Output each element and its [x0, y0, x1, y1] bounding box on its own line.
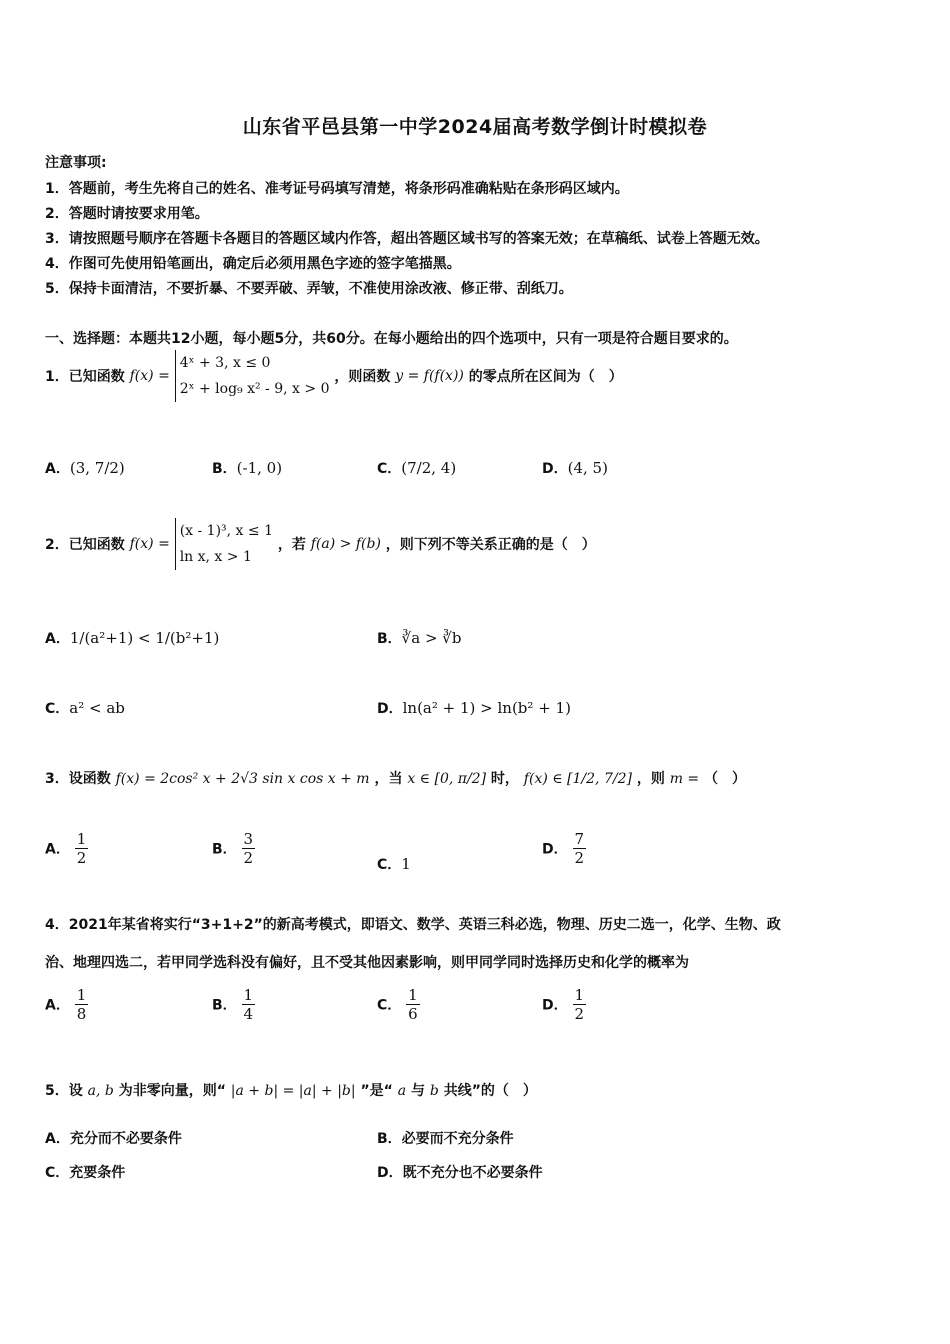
q3-m: m =	[669, 771, 700, 787]
q5-vars: a, b	[87, 1083, 114, 1099]
q1-fx: f(x) =	[129, 368, 170, 384]
q5-suffix: 共线”的（ ）	[443, 1083, 537, 1099]
q3-option-b[interactable]: B． $\frac{3}{2}$	[212, 830, 254, 867]
q5-option-c[interactable]: C．充要条件	[45, 1165, 126, 1181]
q1-case-2: 2ˣ + log₉ x² - 9, x > 0	[179, 381, 330, 397]
q4-option-b-fraction: $\frac{1}{4}$	[243, 986, 254, 1023]
q3-mid-2: 时，	[490, 771, 519, 787]
q2-suffix: ，则下列不等关系正确的是（ ）	[385, 537, 596, 553]
q5-mid-2: ”是“	[360, 1083, 393, 1099]
q5-b: b	[429, 1083, 439, 1099]
q4-option-a[interactable]: A． $\frac{1}{8}$	[45, 986, 87, 1023]
notice-item-5: 5．保持卡面清洁，不要折暴、不要弄破、弄皱，不准使用涂改液、修正带、刮纸刀。	[45, 281, 573, 297]
q5-prefix: 5．设	[45, 1083, 83, 1099]
q3-option-c[interactable]: C．1	[377, 855, 411, 873]
q1-mid: ，则函数	[334, 369, 391, 385]
q3-domain: x ∈ [0, π/2]	[407, 771, 487, 787]
q3-range: f(x) ∈ [1/2, 7/2]	[523, 771, 632, 787]
q2-option-d[interactable]: D．ln(a² + 1) > ln(b² + 1)	[377, 699, 571, 717]
notice-item-4: 4．作图可先使用铅笔画出，确定后必须用黑色字迹的签字笔描黑。	[45, 256, 461, 272]
q5-option-b[interactable]: B．必要而不充分条件	[377, 1131, 514, 1147]
q4-option-c-fraction: $\frac{1}{6}$	[408, 986, 418, 1023]
q1-case-1: 4ˣ + 3, x ≤ 0	[179, 355, 271, 371]
q1-suffix: 的零点所在区间为（ ）	[468, 369, 623, 385]
q2-fx: f(x) =	[129, 536, 170, 552]
question-5	[45, 1080, 537, 1100]
q3-mid-1: ，当	[374, 771, 403, 787]
q3-suffix: （ ）	[704, 771, 747, 787]
q3-option-d-fraction: $\frac{7}{2}$	[574, 830, 585, 867]
notice-heading: 注意事项:	[45, 155, 107, 171]
q2-option-b[interactable]: B．∛a > ∛b	[377, 629, 462, 647]
q4-option-d[interactable]: D． $\frac{1}{2}$	[542, 986, 585, 1023]
q5-option-a[interactable]: A．充分而不必要条件	[45, 1131, 182, 1147]
question-1	[45, 350, 623, 402]
question-2	[45, 518, 596, 570]
q1-option-d[interactable]: D．(4, 5)	[542, 459, 608, 477]
q4-option-b[interactable]: B． $\frac{1}{4}$	[212, 986, 254, 1023]
q2-case-1: (x - 1)³, x ≤ 1	[179, 523, 273, 539]
q2-case-2: ln x, x > 1	[179, 549, 252, 565]
q5-expr: |a + b| = |a| + |b|	[230, 1083, 356, 1099]
q4-option-a-fraction: $\frac{1}{8}$	[76, 986, 87, 1023]
q2-cond: f(a) > f(b)	[310, 536, 381, 552]
q1-prefix: 1．已知函数	[45, 369, 125, 385]
question-3	[45, 768, 746, 788]
section-heading: 一、选择题：本题共12小题，每小题5分，共60分。在每小题给出的四个选项中，只有一项是符合题目要求的。	[45, 331, 738, 347]
q4-option-c[interactable]: C． $\frac{1}{6}$	[377, 986, 418, 1023]
q3-fx: f(x) = 2cos² x + 2√3 sin x cos x + m	[115, 771, 370, 787]
notice-item-1: 1．答题前，考生先将自己的姓名、准考证号码填写清楚，将条形码准确粘贴在条形码区域内。	[45, 181, 629, 197]
q1-piecewise	[175, 350, 330, 402]
q1-option-c[interactable]: C．(7/2, 4)	[377, 459, 457, 477]
q3-option-a-fraction: $\frac{1}{2}$	[76, 830, 87, 867]
q5-option-d[interactable]: D．既不充分也不必要条件	[377, 1165, 543, 1181]
q5-a: a	[397, 1083, 407, 1099]
q2-piecewise	[175, 518, 273, 570]
notice-item-3: 3．请按照题号顺序在答题卡各题目的答题区域内作答，超出答题区域书写的答案无效；在草稿纸、试卷上答题无效。	[45, 231, 769, 247]
q2-option-c[interactable]: C．a² < ab	[45, 699, 125, 717]
q4-option-d-fraction: $\frac{1}{2}$	[574, 986, 585, 1023]
q2-mid: ，若	[277, 537, 306, 553]
q1-expr: y = f(f(x))	[395, 368, 464, 384]
q3-mid-3: ，则	[636, 771, 665, 787]
q3-option-a[interactable]: A． $\frac{1}{2}$	[45, 830, 87, 867]
q3-option-d[interactable]: D． $\frac{7}{2}$	[542, 830, 585, 867]
q1-option-b[interactable]: B．(-1, 0)	[212, 459, 283, 477]
q3-prefix: 3．设函数	[45, 771, 111, 787]
question-4-line-2: 治、地理四选二，若甲同学选科没有偏好，且不受其他因素影响，则甲同学同时选择历史和化学的概率为	[45, 955, 689, 971]
q5-mid-3: 与	[411, 1083, 425, 1099]
q1-option-a[interactable]: A．(3, 7/2)	[45, 459, 125, 477]
q5-mid-1: 为非零向量，则“	[118, 1083, 226, 1099]
q3-option-b-fraction: $\frac{3}{2}$	[243, 830, 254, 867]
page-title: 山东省平邑县第一中学2024届高考数学倒计时模拟卷	[242, 116, 708, 138]
question-4-line-1: 4．2021年某省将实行“3+1+2”的新高考模式，即语文、数学、英语三科必选，物理、历史二选一，化学、生物、政	[45, 917, 781, 933]
q2-option-a[interactable]: A．1/(a²+1) < 1/(b²+1)	[45, 629, 220, 647]
q2-prefix: 2．已知函数	[45, 537, 125, 553]
notice-item-2: 2．答题时请按要求用笔。	[45, 206, 209, 222]
